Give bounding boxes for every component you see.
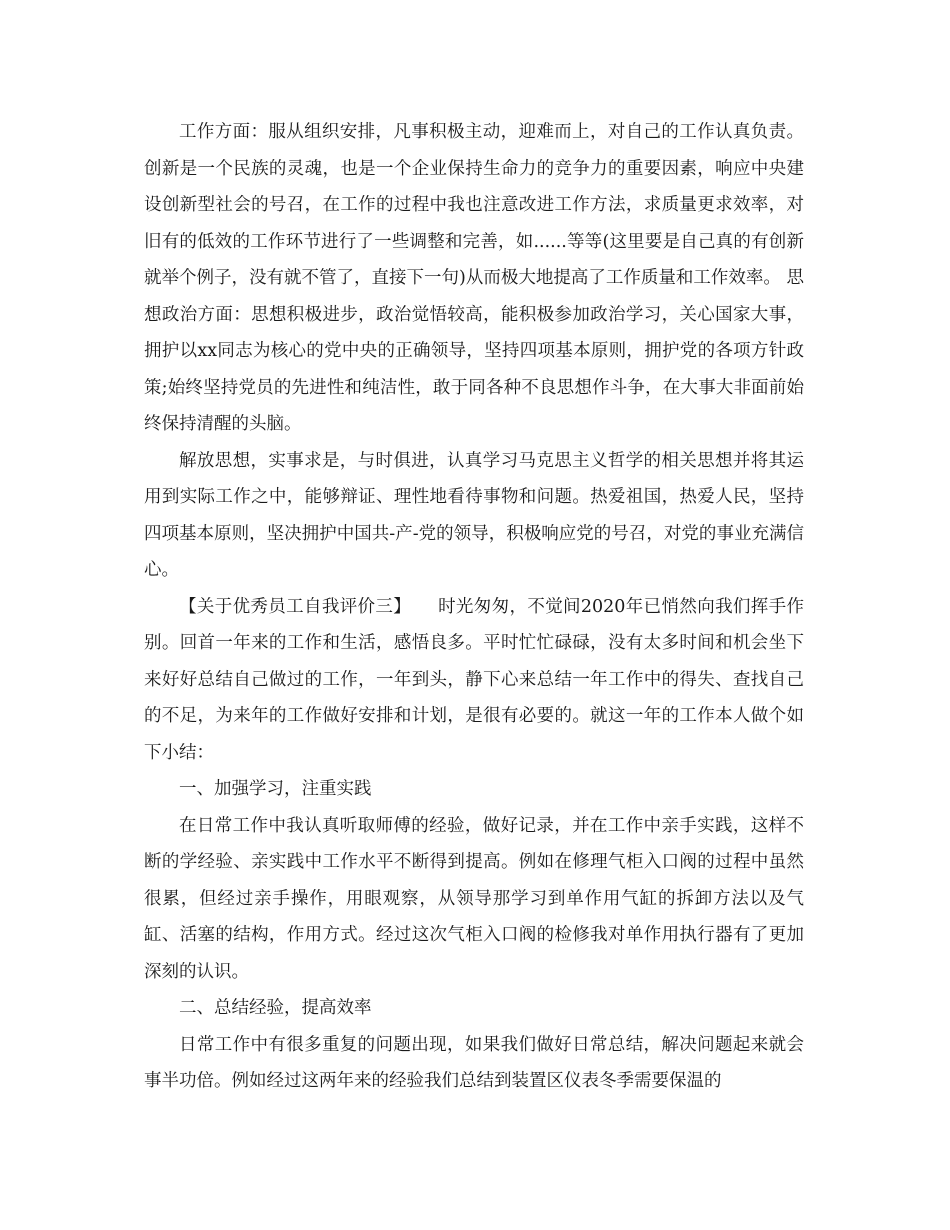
- paragraph-summarize-experience: 日常工作中有很多重复的问题出现，如果我们做好日常总结，解决问题起来就会事半功倍。例如经过这两年来的经验我们总结到装置区仪表冬季需要保温的: [144, 1034, 804, 1091]
- section-heading-study-practice: 一、加强学习，注重实践: [179, 779, 372, 799]
- document-body: [144, 114, 804, 1100]
- paragraph-study-practice: 在日常工作中我认真听取师傅的经验，做好记录，并在工作中亲手实践，这样不断的学经验、亲实践中工作水平不断得到提高。例如在修理气柜入口阀的过程中虽然很累，但经过亲手操作，用眼观察，从领导那学习到单作用气缸的拆卸方法以及气缸、活塞的结构，作用方式。经过这次气柜入口阀的检修我对单作用执行器有了更加深刻的认识。: [144, 815, 804, 982]
- section-heading-summarize-experience: 二、总结经验，提高效率: [179, 998, 372, 1018]
- paragraph-self-evaluation-three: 【关于优秀员工自我评价三】 时光匆匆，不觉间2020年已悄然向我们挥手作别。回首一年来的工作和生活，感悟良多。平时忙忙碌碌，没有太多时间和机会坐下来好好总结自己做过的工作，一年到头，静下心来总结一年工作中的得失、查找自己的不足，为来年的工作做好安排和计划，是很有必要的。就这一年的工作本人做个如下小结：: [144, 596, 804, 763]
- paragraph-work-and-politics: 工作方面：服从组织安排，凡事积极主动，迎难而上，对自己的工作认真负责。创新是一个民族的灵魂，也是一个企业保持生命力的竞争力的重要因素，响应中央建设创新型社会的号召，在工作的过程中我也注意改进工作方法，求质量更求效率，对旧有的低效的工作环节进行了一些调整和完善，如......等等(这里要是自己真的有创新就举个例子，没有就不管了，直接下一句)从而极大地提高了工作质量和工作效率。 思想政治方面：思想积极进步，政治觉悟较高，能积极参加政治学习，关心国家大事，拥护以xx同志为核心的党中央的正确领导，坚持四项基本原则，拥护党的各项方针政策;始终坚持党员的先进性和纯洁性，敢于同各种不良思想作斗争，在大事大非面前始终保持清醒的头脑。: [144, 122, 804, 434]
- paragraph-emancipate-mind: 解放思想，实事求是，与时俱进，认真学习马克思主义哲学的相关思想并将其运用到实际工作之中，能够辩证、理性地看待事物和问题。热爱祖国，热爱人民，坚持四项基本原则，坚决拥护中国共-产-党的领导，积极响应党的号召，对党的事业充满信心。: [144, 450, 804, 580]
